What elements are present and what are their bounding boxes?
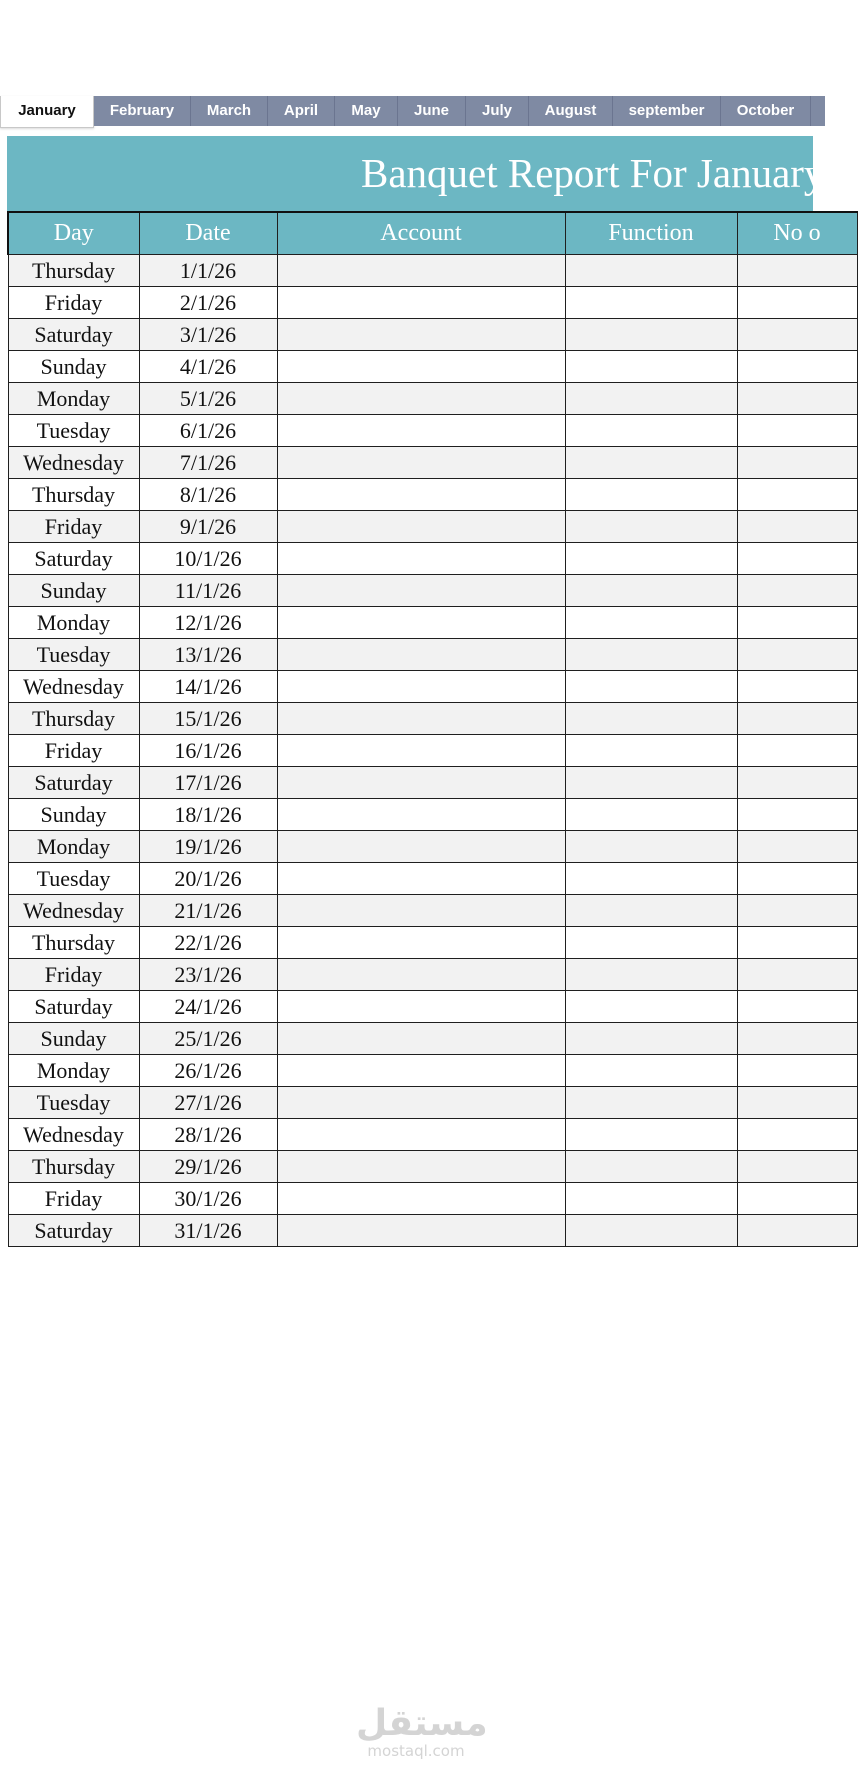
cell-account[interactable] bbox=[277, 735, 565, 767]
cell-account[interactable] bbox=[277, 863, 565, 895]
cell-function[interactable] bbox=[565, 671, 737, 703]
cell-account[interactable] bbox=[277, 1119, 565, 1151]
cell-account[interactable] bbox=[277, 319, 565, 351]
cell-no-of[interactable] bbox=[737, 1119, 857, 1151]
cell-day[interactable]: Tuesday bbox=[8, 1087, 139, 1119]
cell-no-of[interactable] bbox=[737, 1183, 857, 1215]
cell-account[interactable] bbox=[277, 287, 565, 319]
cell-day[interactable]: Tuesday bbox=[8, 639, 139, 671]
cell-day[interactable]: Friday bbox=[8, 287, 139, 319]
cell-date[interactable]: 15/1/26 bbox=[139, 703, 277, 735]
table-row bbox=[8, 287, 857, 319]
cell-function[interactable] bbox=[565, 991, 737, 1023]
table-row bbox=[8, 511, 857, 543]
cell-no-of[interactable] bbox=[737, 607, 857, 639]
cell-account[interactable] bbox=[277, 1087, 565, 1119]
table-row bbox=[8, 319, 857, 351]
table-row bbox=[8, 1055, 857, 1087]
table-row bbox=[8, 1119, 857, 1151]
cell-date[interactable]: 22/1/26 bbox=[139, 927, 277, 959]
cell-day[interactable]: Wednesday bbox=[8, 447, 139, 479]
cell-day[interactable]: Friday bbox=[8, 959, 139, 991]
cell-account[interactable] bbox=[277, 255, 565, 287]
cell-day[interactable]: Friday bbox=[8, 735, 139, 767]
cell-date[interactable]: 4/1/26 bbox=[139, 351, 277, 383]
cell-account[interactable] bbox=[277, 511, 565, 543]
cell-date[interactable]: 27/1/26 bbox=[139, 1087, 277, 1119]
table-row bbox=[8, 1087, 857, 1119]
column-header-account[interactable]: Account bbox=[277, 212, 565, 255]
cell-date[interactable]: 8/1/26 bbox=[139, 479, 277, 511]
cell-no-of[interactable] bbox=[737, 575, 857, 607]
table-row bbox=[8, 447, 857, 479]
table-row bbox=[8, 991, 857, 1023]
column-header-function[interactable]: Function bbox=[565, 212, 737, 255]
table-row bbox=[8, 351, 857, 383]
tab-june[interactable]: June bbox=[398, 96, 466, 126]
table-row bbox=[8, 1151, 857, 1183]
table-row bbox=[8, 383, 857, 415]
cell-day[interactable]: Thursday bbox=[8, 479, 139, 511]
cell-day[interactable]: Thursday bbox=[8, 703, 139, 735]
cell-day[interactable]: Friday bbox=[8, 511, 139, 543]
cell-function[interactable] bbox=[565, 703, 737, 735]
cell-account[interactable] bbox=[277, 895, 565, 927]
table-body bbox=[8, 255, 857, 1247]
cell-no-of[interactable] bbox=[737, 671, 857, 703]
cell-date[interactable]: 16/1/26 bbox=[139, 735, 277, 767]
cell-day[interactable]: Thursday bbox=[8, 927, 139, 959]
cell-date[interactable]: 13/1/26 bbox=[139, 639, 277, 671]
cell-day[interactable]: Saturday bbox=[8, 767, 139, 799]
cell-no-of[interactable] bbox=[737, 1055, 857, 1087]
cell-account[interactable] bbox=[277, 703, 565, 735]
table-row bbox=[8, 255, 857, 287]
watermark-arabic-logo: مستقل bbox=[356, 1703, 488, 1744]
cell-day[interactable]: Sunday bbox=[8, 575, 139, 607]
tab-april[interactable]: April bbox=[268, 96, 335, 126]
cell-day[interactable]: Monday bbox=[8, 383, 139, 415]
cell-function[interactable] bbox=[565, 607, 737, 639]
cell-date[interactable]: 18/1/26 bbox=[139, 799, 277, 831]
cell-function[interactable] bbox=[565, 831, 737, 863]
cell-day[interactable]: Saturday bbox=[8, 319, 139, 351]
cell-function[interactable] bbox=[565, 735, 737, 767]
cell-no-of[interactable] bbox=[737, 1215, 857, 1247]
table-row bbox=[8, 607, 857, 639]
table-row bbox=[8, 703, 857, 735]
cell-no-of[interactable] bbox=[737, 1087, 857, 1119]
cell-function[interactable] bbox=[565, 287, 737, 319]
cell-account[interactable] bbox=[277, 1215, 565, 1247]
cell-day[interactable]: Sunday bbox=[8, 1023, 139, 1055]
cell-no-of[interactable] bbox=[737, 895, 857, 927]
cell-day[interactable]: Monday bbox=[8, 607, 139, 639]
table-row bbox=[8, 543, 857, 575]
cell-date[interactable]: 12/1/26 bbox=[139, 607, 277, 639]
cell-date[interactable]: 1/1/26 bbox=[139, 255, 277, 287]
cell-function[interactable] bbox=[565, 1055, 737, 1087]
report-title: Banquet Report For January bbox=[361, 150, 825, 196]
cell-day[interactable]: Saturday bbox=[8, 991, 139, 1023]
cell-day[interactable]: Sunday bbox=[8, 351, 139, 383]
cell-day[interactable]: Sunday bbox=[8, 799, 139, 831]
cell-date[interactable]: 28/1/26 bbox=[139, 1119, 277, 1151]
report-title-bar bbox=[7, 136, 825, 211]
tab-october[interactable]: October bbox=[721, 96, 811, 126]
cell-day[interactable]: Tuesday bbox=[8, 863, 139, 895]
cell-day[interactable]: Wednesday bbox=[8, 895, 139, 927]
cell-date[interactable]: 19/1/26 bbox=[139, 831, 277, 863]
cell-day[interactable]: Thursday bbox=[8, 255, 139, 287]
cell-no-of[interactable] bbox=[737, 415, 857, 447]
cell-no-of[interactable] bbox=[737, 447, 857, 479]
table-row bbox=[8, 671, 857, 703]
banquet-table bbox=[7, 211, 858, 1247]
table-row bbox=[8, 1023, 857, 1055]
cell-function[interactable] bbox=[565, 767, 737, 799]
cell-date[interactable]: 2/1/26 bbox=[139, 287, 277, 319]
cell-account[interactable] bbox=[277, 543, 565, 575]
cell-no-of[interactable] bbox=[737, 287, 857, 319]
cell-no-of[interactable] bbox=[737, 991, 857, 1023]
table-row bbox=[8, 735, 857, 767]
tab-january[interactable]: January bbox=[0, 96, 94, 128]
cell-date[interactable]: 26/1/26 bbox=[139, 1055, 277, 1087]
cell-function[interactable] bbox=[565, 1151, 737, 1183]
cell-function[interactable] bbox=[565, 927, 737, 959]
cell-day[interactable]: Wednesday bbox=[8, 1119, 139, 1151]
cell-no-of[interactable] bbox=[737, 735, 857, 767]
cell-function[interactable] bbox=[565, 543, 737, 575]
cell-account[interactable] bbox=[277, 639, 565, 671]
tab-february[interactable]: February bbox=[94, 96, 191, 126]
cell-account[interactable] bbox=[277, 383, 565, 415]
tab-overflow-stub[interactable] bbox=[811, 96, 825, 126]
cell-function[interactable] bbox=[565, 1119, 737, 1151]
cell-date[interactable]: 14/1/26 bbox=[139, 671, 277, 703]
table-row bbox=[8, 895, 857, 927]
cell-date[interactable]: 9/1/26 bbox=[139, 511, 277, 543]
cell-date[interactable]: 23/1/26 bbox=[139, 959, 277, 991]
cell-date[interactable]: 10/1/26 bbox=[139, 543, 277, 575]
cell-account[interactable] bbox=[277, 415, 565, 447]
cell-account[interactable] bbox=[277, 607, 565, 639]
column-header-date[interactable]: Date bbox=[139, 212, 277, 255]
sheet-tabs-bar bbox=[0, 96, 828, 128]
cell-function[interactable] bbox=[565, 639, 737, 671]
cell-no-of[interactable] bbox=[737, 319, 857, 351]
table-row bbox=[8, 927, 857, 959]
cell-account[interactable] bbox=[277, 799, 565, 831]
cell-date[interactable]: 17/1/26 bbox=[139, 767, 277, 799]
table-row bbox=[8, 639, 857, 671]
table-row bbox=[8, 863, 857, 895]
cell-day[interactable]: Tuesday bbox=[8, 415, 139, 447]
cell-no-of[interactable] bbox=[737, 1023, 857, 1055]
cell-account[interactable] bbox=[277, 767, 565, 799]
cell-day[interactable]: Friday bbox=[8, 1183, 139, 1215]
cell-no-of[interactable] bbox=[737, 959, 857, 991]
cell-no-of[interactable] bbox=[737, 639, 857, 671]
cell-day[interactable]: Monday bbox=[8, 1055, 139, 1087]
cell-account[interactable] bbox=[277, 927, 565, 959]
table-row bbox=[8, 767, 857, 799]
table-row bbox=[8, 1183, 857, 1215]
cell-account[interactable] bbox=[277, 447, 565, 479]
cell-function[interactable] bbox=[565, 351, 737, 383]
cell-function[interactable] bbox=[565, 415, 737, 447]
cell-account[interactable] bbox=[277, 1023, 565, 1055]
spreadsheet-sheet bbox=[7, 136, 825, 1258]
tab-august[interactable]: August bbox=[529, 96, 613, 126]
cell-date[interactable]: 21/1/26 bbox=[139, 895, 277, 927]
cell-no-of[interactable] bbox=[737, 351, 857, 383]
cell-function[interactable] bbox=[565, 1023, 737, 1055]
cell-account[interactable] bbox=[277, 1183, 565, 1215]
cell-no-of[interactable] bbox=[737, 767, 857, 799]
cell-function[interactable] bbox=[565, 447, 737, 479]
cell-day[interactable]: Wednesday bbox=[8, 671, 139, 703]
column-header-day[interactable]: Day bbox=[8, 212, 139, 255]
watermark-latin-text: mostaql.com bbox=[367, 1742, 465, 1760]
cell-date[interactable]: 11/1/26 bbox=[139, 575, 277, 607]
cell-day[interactable]: Thursday bbox=[8, 1151, 139, 1183]
cell-no-of[interactable] bbox=[737, 927, 857, 959]
cell-account[interactable] bbox=[277, 671, 565, 703]
cell-function[interactable] bbox=[565, 383, 737, 415]
cell-account[interactable] bbox=[277, 351, 565, 383]
cell-no-of[interactable] bbox=[737, 799, 857, 831]
cell-date[interactable]: 31/1/26 bbox=[139, 1215, 277, 1247]
cell-date[interactable]: 5/1/26 bbox=[139, 383, 277, 415]
cell-account[interactable] bbox=[277, 831, 565, 863]
cell-function[interactable] bbox=[565, 319, 737, 351]
cell-account[interactable] bbox=[277, 1055, 565, 1087]
table-row bbox=[8, 959, 857, 991]
cell-date[interactable]: 7/1/26 bbox=[139, 447, 277, 479]
cell-function[interactable] bbox=[565, 1087, 737, 1119]
cell-function[interactable] bbox=[565, 1183, 737, 1215]
cell-date[interactable]: 25/1/26 bbox=[139, 1023, 277, 1055]
table-header-row bbox=[8, 212, 857, 255]
cell-no-of[interactable] bbox=[737, 831, 857, 863]
tab-july[interactable]: July bbox=[466, 96, 529, 126]
tab-september[interactable]: september bbox=[613, 96, 721, 126]
cell-day[interactable]: Saturday bbox=[8, 543, 139, 575]
table-row bbox=[8, 831, 857, 863]
cell-day[interactable]: Monday bbox=[8, 831, 139, 863]
cell-function[interactable] bbox=[565, 575, 737, 607]
table-row bbox=[8, 575, 857, 607]
cell-no-of[interactable] bbox=[737, 511, 857, 543]
column-header-no-of[interactable]: No o bbox=[737, 212, 857, 255]
cell-no-of[interactable] bbox=[737, 383, 857, 415]
cell-account[interactable] bbox=[277, 479, 565, 511]
cell-date[interactable]: 24/1/26 bbox=[139, 991, 277, 1023]
cell-function[interactable] bbox=[565, 959, 737, 991]
cell-function[interactable] bbox=[565, 511, 737, 543]
cell-no-of[interactable] bbox=[737, 863, 857, 895]
tab-march[interactable]: March bbox=[191, 96, 268, 126]
tab-may[interactable]: May bbox=[335, 96, 398, 126]
cell-function[interactable] bbox=[565, 255, 737, 287]
table-row bbox=[8, 479, 857, 511]
cell-no-of[interactable] bbox=[737, 543, 857, 575]
cell-account[interactable] bbox=[277, 1151, 565, 1183]
cell-function[interactable] bbox=[565, 799, 737, 831]
table-row bbox=[8, 415, 857, 447]
cell-no-of[interactable] bbox=[737, 1151, 857, 1183]
mostaql-watermark bbox=[356, 1703, 488, 1760]
cell-no-of[interactable] bbox=[737, 703, 857, 735]
cell-account[interactable] bbox=[277, 575, 565, 607]
cell-day[interactable]: Saturday bbox=[8, 1215, 139, 1247]
table-row bbox=[8, 1215, 857, 1247]
cell-function[interactable] bbox=[565, 1215, 737, 1247]
cell-date[interactable]: 20/1/26 bbox=[139, 863, 277, 895]
cell-function[interactable] bbox=[565, 863, 737, 895]
cell-account[interactable] bbox=[277, 991, 565, 1023]
cell-no-of[interactable] bbox=[737, 479, 857, 511]
cell-date[interactable]: 3/1/26 bbox=[139, 319, 277, 351]
cell-account[interactable] bbox=[277, 959, 565, 991]
cell-function[interactable] bbox=[565, 479, 737, 511]
cell-date[interactable]: 29/1/26 bbox=[139, 1151, 277, 1183]
cell-no-of[interactable] bbox=[737, 255, 857, 287]
cell-date[interactable]: 30/1/26 bbox=[139, 1183, 277, 1215]
cell-date[interactable]: 6/1/26 bbox=[139, 415, 277, 447]
cell-function[interactable] bbox=[565, 895, 737, 927]
table-row bbox=[8, 799, 857, 831]
